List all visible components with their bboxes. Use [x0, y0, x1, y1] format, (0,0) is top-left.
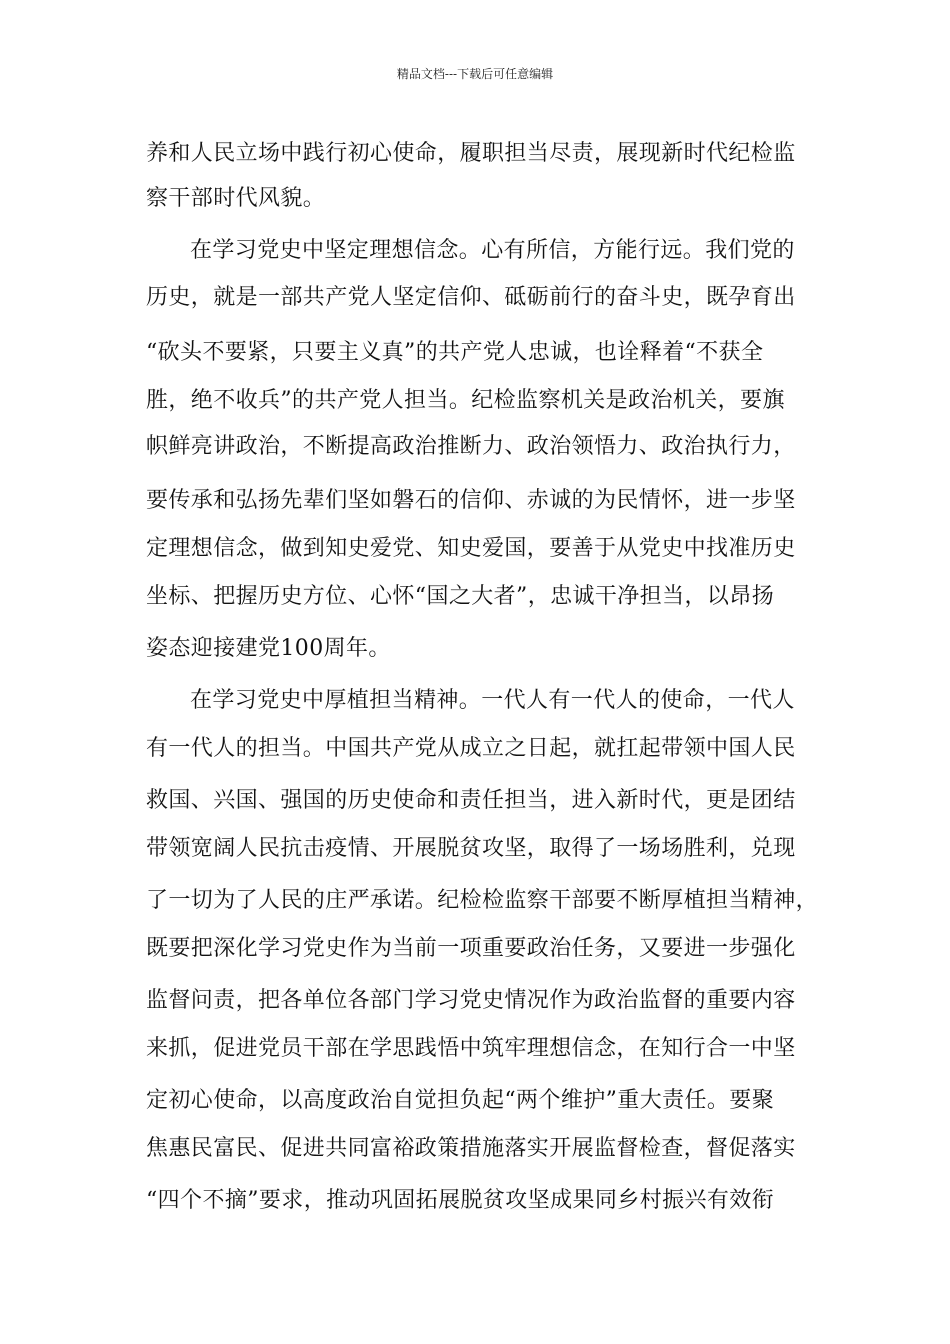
- text-line: 历史，就是一部共产党人坚定信仰、砥砺前行的奋斗史，既孕育出: [146, 285, 796, 310]
- text-line: “四个不摘”要求，推动巩固拓展脱贫攻坚成果同乡村振兴有效衔: [146, 1188, 775, 1213]
- text-line: 察干部时代风貌。: [146, 186, 326, 211]
- paragraph-first-line: 在学习党史中厚植担当精神。一代人有一代人的使命，一代人: [190, 688, 795, 713]
- paragraph-first-line: 在学习党史中坚定理想信念。心有所信，方能行远。我们党的: [190, 238, 795, 263]
- text-line: 养和人民立场中践行初心使命，履职担当尽责，展现新时代纪检监: [146, 141, 796, 166]
- text-line: 有一代人的担当。中国共产党从成立之日起，就扛起带领中国人民: [146, 736, 796, 761]
- text-line: 监督问责，把各单位各部门学习党史情况作为政治监督的重要内容: [146, 988, 796, 1013]
- text-line: 了一切为了人民的庄严承诺。纪检检监察干部要不断厚植担当精神，: [146, 888, 819, 913]
- text-line: 定理想信念，做到知史爱党、知史爱国，要善于从党史中找准历史: [146, 536, 796, 561]
- text-line: 姿态迎接建党100周年。: [146, 636, 391, 661]
- text-line: 定初心使命，以高度政治自觉担负起“两个维护”重大责任。要聚: [146, 1088, 775, 1113]
- text-line: 既要把深化学习党史作为当前一项重要政治任务，又要进一步强化: [146, 936, 796, 961]
- text-line: 坐标、把握历史方位、心怀“国之大者”，忠诚干净担当，以昂扬: [146, 584, 775, 609]
- text-line: 要传承和弘扬先辈们坚如磐石的信仰、赤诚的为民情怀，进一步坚: [146, 488, 796, 513]
- text-line: 带领宽阔人民抗击疫情、开展脱贫攻坚，取得了一场场胜利，兑现: [146, 836, 796, 861]
- text-line: 来抓，促进党员干部在学思践悟中筑牢理想信念，在知行合一中坚: [146, 1036, 796, 1061]
- text-line: 焦惠民富民、促进共同富裕政策措施落实开展监督检查，督促落实: [146, 1136, 796, 1161]
- text-line: “砍头不要紧，只要主义真”的共产党人忠诚，也诠释着“不获全: [146, 340, 764, 365]
- page-header: 精品文档---下载后可任意编辑: [396, 67, 554, 81]
- text-line: 救国、兴国、强国的历史使命和责任担当，进入新时代，更是团结: [146, 788, 796, 813]
- text-line: 帜鲜亮讲政治，不断提高政治推断力、政治领悟力、政治执行力，: [146, 434, 796, 459]
- text-line: 胜，绝不收兵”的共产党人担当。纪检监察机关是政治机关，要旗: [146, 388, 785, 413]
